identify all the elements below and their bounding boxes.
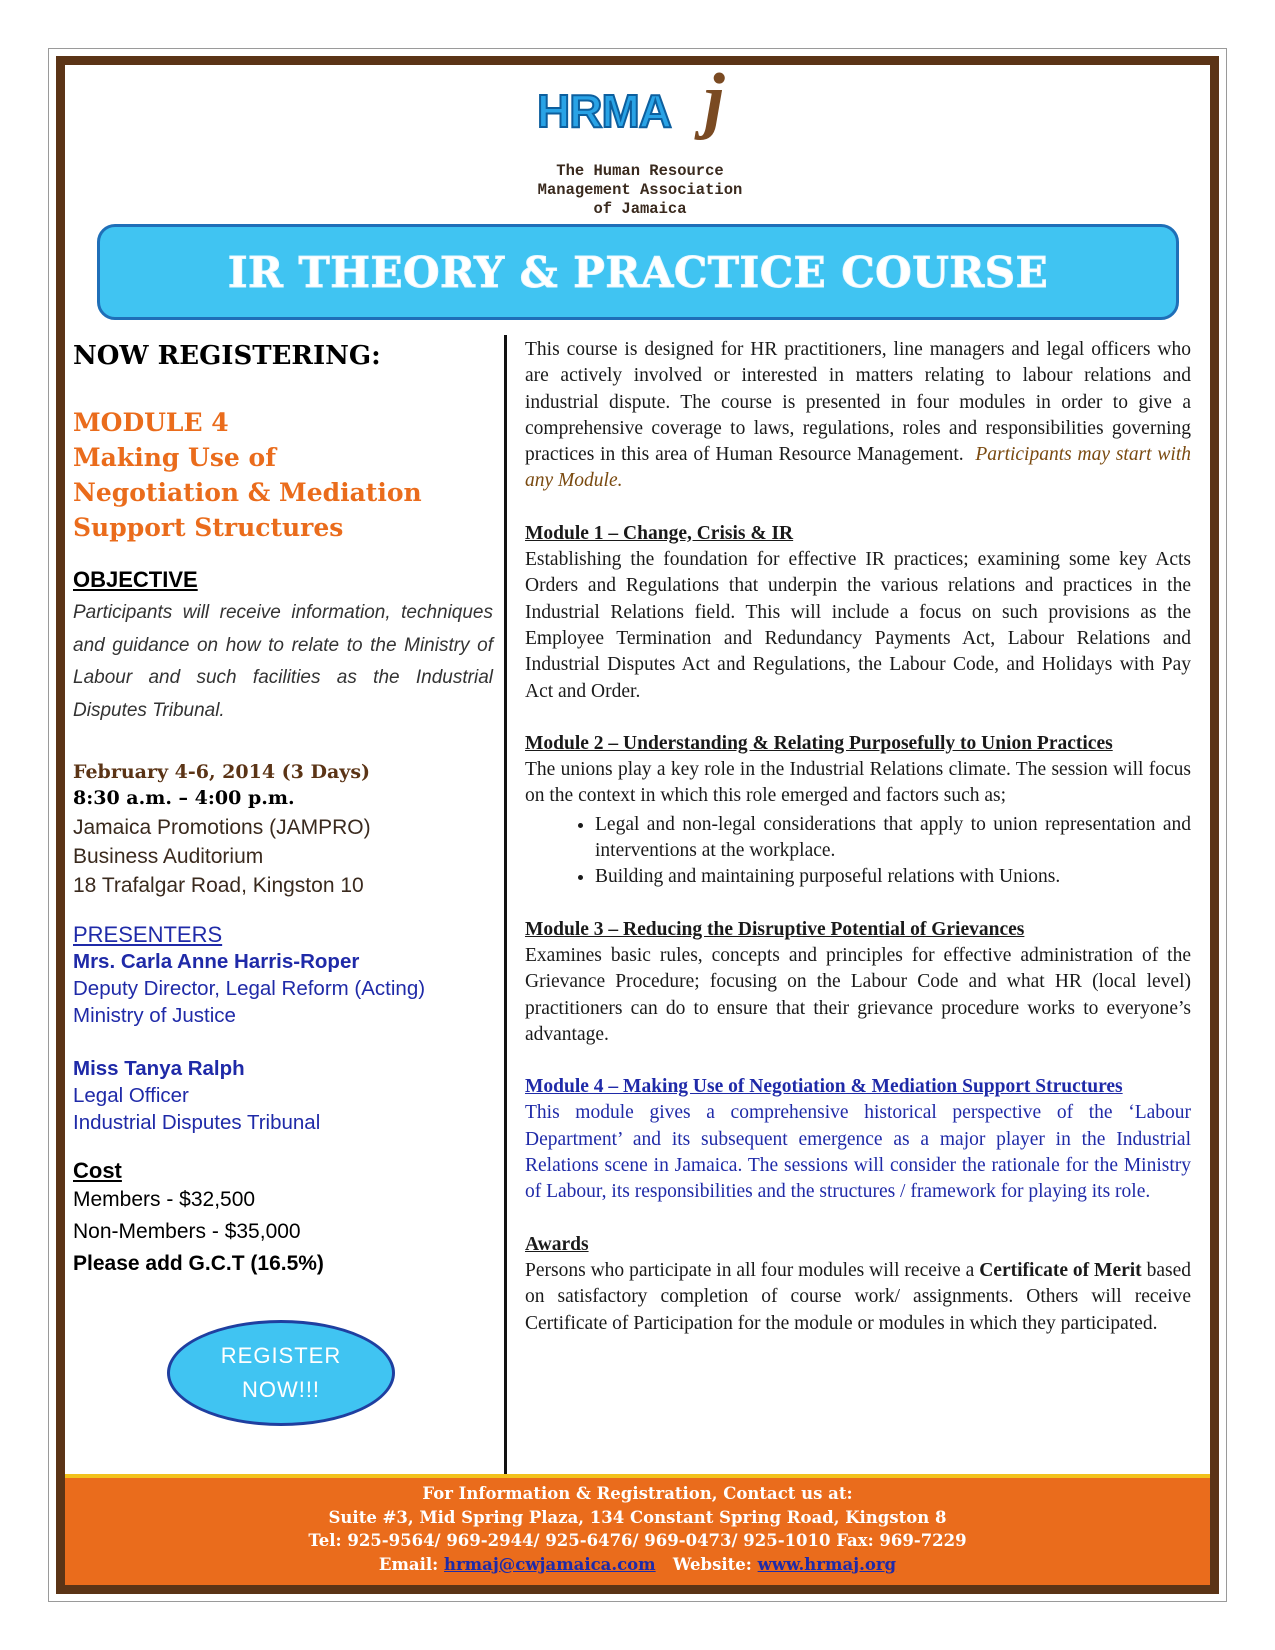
presenter-org: Ministry of Justice	[73, 1004, 236, 1027]
course-dates: February 4-6, 2014 (3 Days)	[73, 761, 371, 783]
contact-footer	[65, 1474, 1210, 1585]
cost-non-members: Non-Members - $35,000	[73, 1220, 301, 1243]
intro-text: This course is designed for HR practitioners, line managers and legal officers who are actively involved or interested in matters relating to labour relations and industrial dispute. The course is presented in four modules in order to give a comprehensive coverage to laws, regulations, roles and responsibilities governing practices in this area of Human Resource Management.	[525, 339, 1191, 466]
module-heading-line: Making Use of	[73, 443, 276, 472]
register-now-button[interactable]	[167, 1320, 395, 1426]
presenter-role: Deputy Director, Legal Reform (Acting)	[73, 977, 426, 1000]
course-title: IR THEORY & PRACTICE COURSE	[227, 247, 1049, 297]
awards-text-end: based on satisfactory completion of course work/ assignments. Others will receive Certificate of Participation for the module or modules in which they participated.	[525, 1259, 1192, 1334]
cost-gct-note: Please add G.C.T (16.5%)	[73, 1252, 324, 1275]
module-3-section	[525, 917, 1191, 1048]
presenter-org: Industrial Disputes Tribunal	[73, 1111, 321, 1134]
awards-text-start: Persons who participate in all four modules will receive a	[525, 1259, 975, 1281]
presenters-title: PRESENTERS	[73, 922, 223, 947]
awards-section	[525, 1232, 1191, 1337]
module-4-section	[525, 1074, 1191, 1205]
module-heading-line: Negotiation & Mediation	[73, 478, 422, 507]
module-2-title: Module 2 – Understanding & Relating Purposefully to Union Practices	[525, 732, 1113, 754]
now-registering-heading: NOW REGISTERING:	[73, 341, 381, 371]
list-item: • Building and maintaining purposeful relations with Unions.	[595, 864, 1191, 890]
right-column	[525, 337, 1191, 1337]
left-column	[73, 335, 493, 1280]
course-hours: 8:30 a.m. – 4:00 p.m.	[73, 787, 295, 809]
module-3-title: Module 3 – Reducing the Disruptive Potential of Grievances	[525, 918, 1025, 940]
footer-links	[65, 1553, 1210, 1577]
module-2-bullets	[525, 812, 1191, 891]
module-3-text: Examines basic rules, concepts and principles for effective administration of the Grievance Procedure; focusing on the Labour Code and what HR (local level) practitioners can do to ensure that their grievance procedure works to everyone’s advantage.	[525, 944, 1191, 1045]
register-button-label: NOW!!!	[241, 1377, 321, 1402]
presenter-role: Legal Officer	[73, 1084, 189, 1107]
module-4-text: This module gives a comprehensive historical perspective of the ‘Labour Department’ and its subsequent emergence as a major player in the Industrial Relations scene in Jamaica. The sessions will consider the rationale for the Ministry of Labour, its responsibilities and the structures / framework for playing its role.	[525, 1102, 1191, 1203]
footer-phone: Tel: 925-9564/ 969-2944/ 925-6476/ 969-0473/ 925-1010 Fax: 969-7229	[308, 1531, 967, 1550]
org-name-line: of Jamaica	[593, 200, 687, 218]
course-title-banner	[97, 224, 1179, 320]
venue-line: 18 Trafalgar Road, Kingston 10	[73, 874, 364, 897]
footer-address: Suite #3, Mid Spring Plaza, 134 Constant Spring Road, Kingston 8	[328, 1507, 947, 1527]
module-heading-line: Support Structures	[73, 513, 344, 542]
email-link[interactable]: hrmaj@cwjamaica.com	[443, 1554, 656, 1574]
venue	[73, 813, 493, 900]
org-name-line: The Human Resource	[556, 162, 724, 180]
objective-title: OBJECTIVE	[73, 567, 198, 592]
module-2-section	[525, 731, 1191, 891]
awards-title: Awards	[525, 1233, 589, 1255]
logo-letters: HRMA	[537, 85, 671, 137]
footer-heading: For Information & Registration, Contact us at:	[422, 1484, 853, 1503]
email-label: Email:	[378, 1554, 439, 1574]
course-intro	[525, 337, 1191, 495]
module-heading-line: MODULE 4	[73, 408, 229, 437]
hrmaj-logo	[537, 59, 757, 142]
venue-line: Business Auditorium	[73, 845, 264, 868]
organization-name	[490, 162, 790, 219]
module-1-title: Module 1 – Change, Crisis & IR	[525, 522, 794, 544]
list-item: • Legal and non-legal considerations that apply to union representation and interventions at the workplace.	[595, 812, 1191, 865]
presenter	[73, 1055, 493, 1136]
website-label: Website:	[672, 1554, 752, 1574]
module-4-title: Module 4 – Making Use of Negotiation & Mediation Support Structures	[525, 1076, 1123, 1098]
org-name-line: Management Association	[537, 181, 743, 199]
intro-emphasis: Participants may start with any Module.	[525, 444, 1192, 492]
module-1-section	[525, 521, 1191, 705]
column-divider	[504, 335, 507, 1480]
register-button-label: REGISTER	[220, 1343, 342, 1368]
presenter-name: Miss Tanya Ralph	[73, 1057, 245, 1080]
presenter-name: Mrs. Carla Anne Harris-Roper	[73, 950, 360, 973]
venue-line: Jamaica Promotions (JAMPRO)	[73, 816, 371, 839]
module-1-text: Establishing the foundation for effective IR practices; examining some key Acts Orders and Regulations that underpin the various relations and practices in the Industrial Relations field. This will include a focus on such provisions as the Employee Termination and Redundancy Payments Act, Labour Relations and Industrial Disputes Act and Regulations, the Labour Code, and Holidays with Pay Act and Order.	[525, 549, 1191, 702]
certificate-of-merit: Certificate of Merit	[979, 1259, 1142, 1281]
logo-j: j	[704, 59, 725, 141]
module-4-heading	[73, 405, 493, 545]
cost-title: Cost	[73, 1158, 122, 1183]
module-2-text: The unions play a key role in the Industrial Relations climate. The session will focus on the context in which this role emerged and factors such as;	[525, 759, 1191, 807]
objective-text: Participants will receive information, techniques and guidance on how to relate to the Ministry of Labour and such facilities as the Industrial Disputes Tribunal.	[73, 602, 493, 721]
presenter	[73, 948, 493, 1029]
cost-members: Members - $32,500	[73, 1188, 256, 1211]
website-link[interactable]: www.hrmaj.org	[757, 1554, 897, 1574]
awards-text	[525, 1258, 1191, 1337]
